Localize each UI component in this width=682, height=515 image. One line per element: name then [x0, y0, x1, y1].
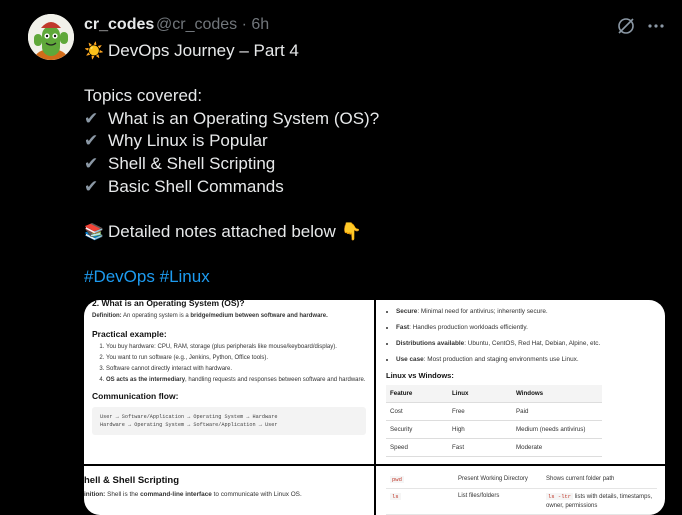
command-code: ls	[392, 493, 399, 500]
os-definition	[92, 312, 366, 321]
table-header-cell: Linux	[448, 385, 512, 403]
pointing-down-icon: 👇	[340, 221, 362, 241]
feature-bold: Use case	[396, 356, 424, 363]
table-row	[386, 439, 602, 457]
feature-rest: : Most production and staging environments use Linux.	[423, 356, 579, 363]
feature-rest: : Handles production workloads efficiently.	[409, 324, 528, 331]
command-cell	[386, 489, 454, 515]
more-icon[interactable]	[646, 16, 668, 38]
display-name[interactable]: cr_codes	[84, 16, 155, 33]
comparison-heading: Linux vs Windows:	[386, 371, 454, 380]
handle[interactable]: @cr_codes	[156, 16, 238, 33]
flow-line: Hardware → Operating System → Software/Application → User	[100, 422, 278, 428]
title-line	[84, 40, 644, 63]
command-cell	[386, 472, 454, 489]
books-icon: 📚	[84, 223, 104, 241]
topic-item	[84, 130, 644, 153]
shell-heading: hell & Shell Scripting	[84, 475, 180, 486]
timestamp[interactable]: 6h	[251, 16, 270, 33]
topic-item	[84, 176, 644, 199]
hashtag-linux[interactable]: #Linux	[159, 266, 210, 286]
step-item: 3. Software cannot directly interact with hardware.	[106, 365, 366, 374]
feature-bold: Fast	[396, 324, 410, 331]
def-bold: command-line interface	[140, 491, 212, 498]
step4-bold: OS acts as the intermediary	[106, 377, 186, 383]
shell-definition	[84, 490, 374, 499]
topic-item	[84, 108, 644, 131]
topic-label: Why Linux is Popular	[108, 131, 268, 151]
grok-icon[interactable]	[616, 16, 638, 38]
flow-heading: Communication flow:	[92, 391, 179, 401]
def-label: inition:	[84, 491, 106, 498]
hashtags	[84, 266, 644, 289]
feature-item	[396, 338, 655, 349]
table-row	[386, 489, 657, 515]
command-code: ls -ltr	[548, 493, 572, 500]
media-image-3[interactable]	[84, 466, 374, 515]
table-header-cell: Feature	[386, 385, 448, 403]
linux-features-list	[386, 306, 655, 365]
table-header-cell: Windows	[512, 385, 602, 403]
def-bold: bridge/medium between software and hardware.	[190, 313, 328, 319]
sun-icon: ☀️	[84, 43, 104, 60]
dot-separator: ·	[241, 16, 247, 33]
commands-table	[386, 472, 657, 515]
table-cell: Medium (needs antivirus)	[512, 421, 602, 439]
check-icon: ✔	[84, 176, 99, 196]
cactus-avatar-icon	[28, 14, 74, 60]
table-cell: High	[448, 421, 512, 439]
media-image-2[interactable]	[376, 300, 665, 464]
table-cell: Paid	[512, 403, 602, 421]
step-item	[106, 376, 366, 385]
step-item: 1. You buy hardware: CPU, RAM, storage (plus peripherals like mouse/keyboard/display).	[106, 343, 366, 352]
topic-label: Basic Shell Commands	[108, 176, 284, 196]
comparison-table	[386, 385, 602, 457]
command-note	[542, 489, 657, 515]
table-header-row	[386, 385, 602, 403]
def-rest: to communicate with Linux OS.	[211, 491, 302, 498]
post-title: DevOps Journey – Part 4	[108, 41, 299, 60]
avatar[interactable]	[28, 14, 74, 60]
table-row	[386, 472, 657, 489]
feature-item	[396, 354, 655, 365]
practical-heading: Practical example:	[92, 329, 167, 339]
handle-and-time	[156, 16, 269, 34]
topics-header: Topics covered:	[84, 86, 203, 106]
table-cell: Fast	[448, 439, 512, 457]
notes-text: Detailed notes attached below	[108, 221, 336, 241]
step4-rest: , handling requests and responses between software and hardware.	[185, 377, 366, 383]
feature-rest: : Minimal need for antivirus; inherently secure.	[417, 308, 548, 315]
topic-label: Shell & Shell Scripting	[108, 153, 276, 173]
feature-bold: Secure	[396, 308, 418, 315]
command-note: Shows current folder path	[542, 472, 657, 489]
table-cell: Moderate	[512, 439, 602, 457]
check-icon: ✔	[84, 153, 99, 173]
feature-rest: : Ubuntu, CentOS, Red Hat, Debian, Alpine, etc.	[464, 340, 601, 347]
check-icon: ✔	[84, 131, 99, 151]
topic-label: What is an Operating System (OS)?	[108, 108, 380, 128]
table-cell: Security	[386, 421, 448, 439]
table-cell: Speed	[386, 439, 448, 457]
table-cell: Cost	[386, 403, 448, 421]
flow-line: User → Software/Application → Operating System → Hardware	[100, 414, 278, 420]
feature-item	[396, 322, 655, 333]
command-desc: List files/folders	[454, 489, 542, 515]
def-pre: An operating system is a	[121, 313, 191, 319]
def-label: Definition:	[92, 313, 122, 319]
notes-line	[84, 221, 644, 244]
tweet-header	[84, 16, 682, 38]
steps-list	[92, 343, 366, 385]
tweet-text	[84, 40, 644, 289]
feature-item	[396, 306, 655, 317]
feature-bold: Distributions available	[396, 340, 465, 347]
command-desc: Present Working Directory	[454, 472, 542, 489]
hashtag-devops[interactable]: #DevOps	[84, 266, 155, 286]
flow-code	[92, 407, 366, 435]
media-grid	[84, 300, 665, 515]
topic-item	[84, 153, 644, 176]
command-note-text: lists with details, timestamps, owner, permissions	[546, 494, 653, 509]
media-image-1[interactable]	[84, 300, 374, 464]
def-pre: Shell is the	[105, 491, 141, 498]
table-row	[386, 421, 602, 439]
check-icon: ✔	[84, 108, 99, 128]
media-image-4[interactable]	[376, 466, 665, 515]
table-row	[386, 403, 602, 421]
step-item: 2. You want to run software (e.g., Jenkins, Python, Office tools).	[106, 354, 366, 363]
command-code: pwd	[392, 476, 402, 483]
os-heading: 2. What is an Operating System (OS)?	[92, 300, 245, 308]
table-cell: Free	[448, 403, 512, 421]
